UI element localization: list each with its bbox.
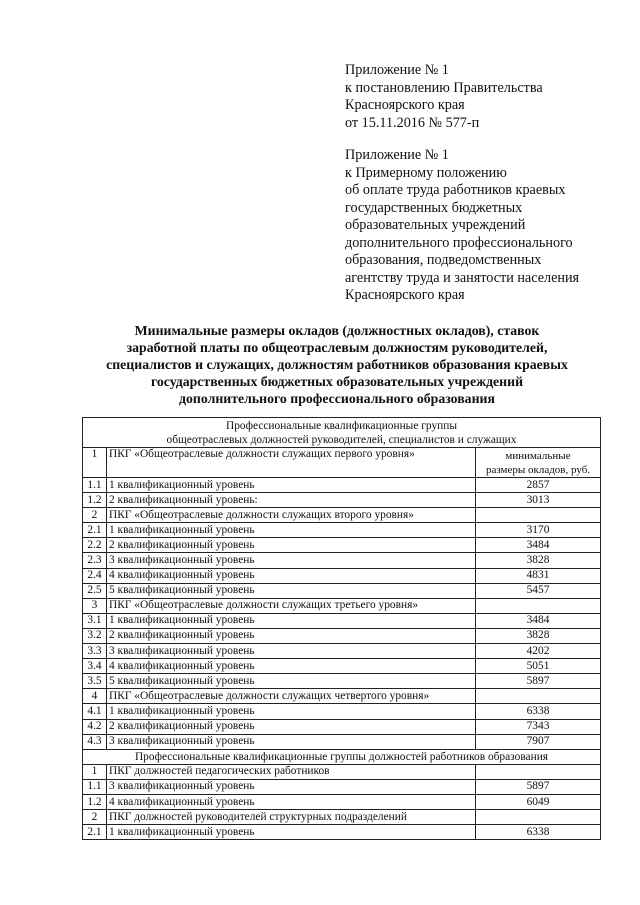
row-value: 7343: [476, 719, 601, 734]
appendix-2-line: дополнительного профессионального: [345, 234, 573, 251]
group-row: [83, 764, 601, 779]
appendix-1-line: Красноярского края: [345, 97, 465, 113]
title-line: заработной платы по общеотраслевым должностям руководителей,: [126, 340, 548, 355]
row-level: 1 квалификационный уровень: [107, 523, 476, 538]
group-name: ПКГ «Общеотраслевые должности служащих четвертого уровня»: [107, 689, 476, 704]
appendix-1-line: Приложение № 1: [345, 62, 449, 78]
row-number: 2.5: [83, 583, 107, 598]
table-row: [83, 674, 601, 689]
row-value: 3828: [476, 553, 601, 568]
group-row: [83, 508, 601, 523]
row-value: 3828: [476, 628, 601, 643]
table-row: [83, 644, 601, 659]
appendix-2-line: об оплате труда работников краевых: [345, 182, 566, 198]
appendix-2-line: образовательных учреждений: [345, 217, 526, 233]
row-level: 2 квалификационный уровень: [107, 628, 476, 643]
row-number: 2.4: [83, 568, 107, 583]
appendix-2-line: агентству труда и занятости населения: [345, 269, 580, 286]
row-value: 4202: [476, 644, 601, 659]
group-name: ПКГ «Общеотраслевые должности служащих второго уровня»: [107, 508, 476, 523]
appendix-2-line: государственных бюджетных: [345, 199, 523, 216]
group-number: 1: [83, 764, 107, 779]
row-number: 2.3: [83, 553, 107, 568]
group-name: ПКГ «Общеотраслевые должности служащих третьего уровня»: [107, 598, 476, 613]
table-row: [83, 538, 601, 553]
row-number: 2.1: [83, 523, 107, 538]
row-level: 3 квалификационный уровень: [107, 644, 476, 659]
table-row: [83, 704, 601, 719]
row-level: 1 квалификационный уровень: [107, 478, 476, 493]
table-row: [83, 478, 601, 493]
row-number: 1.2: [83, 493, 107, 508]
group-row: [83, 689, 601, 704]
document-title: [60, 322, 614, 407]
row-value: 5897: [476, 779, 601, 794]
group-name: ПКГ «Общеотраслевые должности служащих первого уровня»: [107, 448, 476, 478]
table-row: [83, 613, 601, 628]
row-number: 3.1: [83, 613, 107, 628]
empty-cell: [476, 508, 601, 523]
row-value: 6338: [476, 704, 601, 719]
row-value: 7907: [476, 734, 601, 749]
row-level: 1 квалификационный уровень: [107, 825, 476, 840]
section-1-header-row: [83, 418, 601, 448]
row-level: 2 квалификационный уровень: [107, 719, 476, 734]
row-level: 1 квалификационный уровень: [107, 704, 476, 719]
section-2-header-row: [83, 749, 601, 764]
group-row: [83, 810, 601, 825]
empty-cell: [476, 689, 601, 704]
title-line: государственных бюджетных образовательных учреждений: [150, 374, 524, 389]
row-number: 3.4: [83, 659, 107, 674]
row-number: 4.2: [83, 719, 107, 734]
empty-cell: [476, 764, 601, 779]
group-number: 3: [83, 598, 107, 613]
table-row: [83, 825, 601, 840]
row-number: 3.3: [83, 644, 107, 659]
group-name: ПКГ должностей педагогических работников: [107, 764, 476, 779]
group-number: 2: [83, 508, 107, 523]
row-number: 2.1: [83, 825, 107, 840]
row-level: 3 квалификационный уровень: [107, 734, 476, 749]
appendix-2-line: Красноярского края: [345, 287, 465, 303]
row-level: 1 квалификационный уровень: [107, 613, 476, 628]
row-value: 2857: [476, 478, 601, 493]
title-line: дополнительного профессионального образования: [179, 391, 495, 406]
table-row: [83, 583, 601, 598]
group-number: 1: [83, 448, 107, 478]
row-value: 5457: [476, 583, 601, 598]
table-row: [83, 734, 601, 749]
column-header-min-salary: [476, 448, 601, 478]
row-number: 4.1: [83, 704, 107, 719]
row-level: 4 квалификационный уровень: [107, 568, 476, 583]
row-level: 4 квалификационный уровень: [107, 794, 476, 809]
salary-table: [82, 417, 601, 840]
table-row: [83, 523, 601, 538]
row-number: 4.3: [83, 734, 107, 749]
section-1-header-line: Профессиональные квалификационные группы: [225, 419, 457, 432]
appendix-2-line: к Примерному положению: [345, 164, 507, 181]
column-header-line: размеры окладов, руб.: [485, 464, 591, 476]
title-line: Минимальные размеры окладов (должностных окладов), ставок: [134, 323, 540, 338]
row-level: 2 квалификационный уровень:: [107, 493, 476, 508]
row-value: 5051: [476, 659, 601, 674]
appendix-1-line: от 15.11.2016 № 577-п: [345, 114, 480, 131]
table-row: [83, 659, 601, 674]
row-number: 1.1: [83, 478, 107, 493]
title-line: специалистов и служащих, должностям работников образования краевых: [106, 357, 568, 372]
row-number: 3.2: [83, 628, 107, 643]
table-row: [83, 719, 601, 734]
section-1-header: [83, 418, 601, 448]
appendix-2-line: образования, подведомственных: [345, 252, 542, 268]
section-1-header-line: общеотраслевых должностей руководителей, специалистов и служащих: [166, 433, 517, 446]
row-level: 2 квалификационный уровень: [107, 538, 476, 553]
empty-cell: [476, 598, 601, 613]
row-level: 3 квалификационный уровень: [107, 779, 476, 794]
table-row: [83, 553, 601, 568]
row-number: 2.2: [83, 538, 107, 553]
group-number: 4: [83, 689, 107, 704]
row-level: 3 квалификационный уровень: [107, 553, 476, 568]
group-row: [83, 448, 601, 478]
row-number: 1.2: [83, 794, 107, 809]
row-value: 3484: [476, 538, 601, 553]
appendix-1-line: к постановлению Правительства: [345, 79, 543, 96]
row-value: 3013: [476, 493, 601, 508]
section-2-header: Профессиональные квалификационные группы должностей работников образования: [83, 749, 601, 764]
table-row: [83, 794, 601, 809]
table-row: [83, 779, 601, 794]
column-header-line: минимальные: [505, 450, 571, 462]
row-value: 6049: [476, 794, 601, 809]
row-level: 4 квалификационный уровень: [107, 659, 476, 674]
row-level: 5 квалификационный уровень: [107, 583, 476, 598]
group-number: 2: [83, 810, 107, 825]
appendix-1-block: [345, 62, 543, 132]
row-value: 6338: [476, 825, 601, 840]
empty-cell: [476, 810, 601, 825]
row-number: 1.1: [83, 779, 107, 794]
row-value: 4831: [476, 568, 601, 583]
group-name: ПКГ должностей руководителей структурных подразделений: [107, 810, 476, 825]
row-value: 3484: [476, 613, 601, 628]
table-row: [83, 493, 601, 508]
appendix-2-block: [345, 147, 579, 305]
appendix-2-line: Приложение № 1: [345, 147, 449, 163]
row-value: 5897: [476, 674, 601, 689]
group-row: [83, 598, 601, 613]
row-number: 3.5: [83, 674, 107, 689]
row-level: 5 квалификационный уровень: [107, 674, 476, 689]
row-value: 3170: [476, 523, 601, 538]
table-row: [83, 568, 601, 583]
table-row: [83, 628, 601, 643]
